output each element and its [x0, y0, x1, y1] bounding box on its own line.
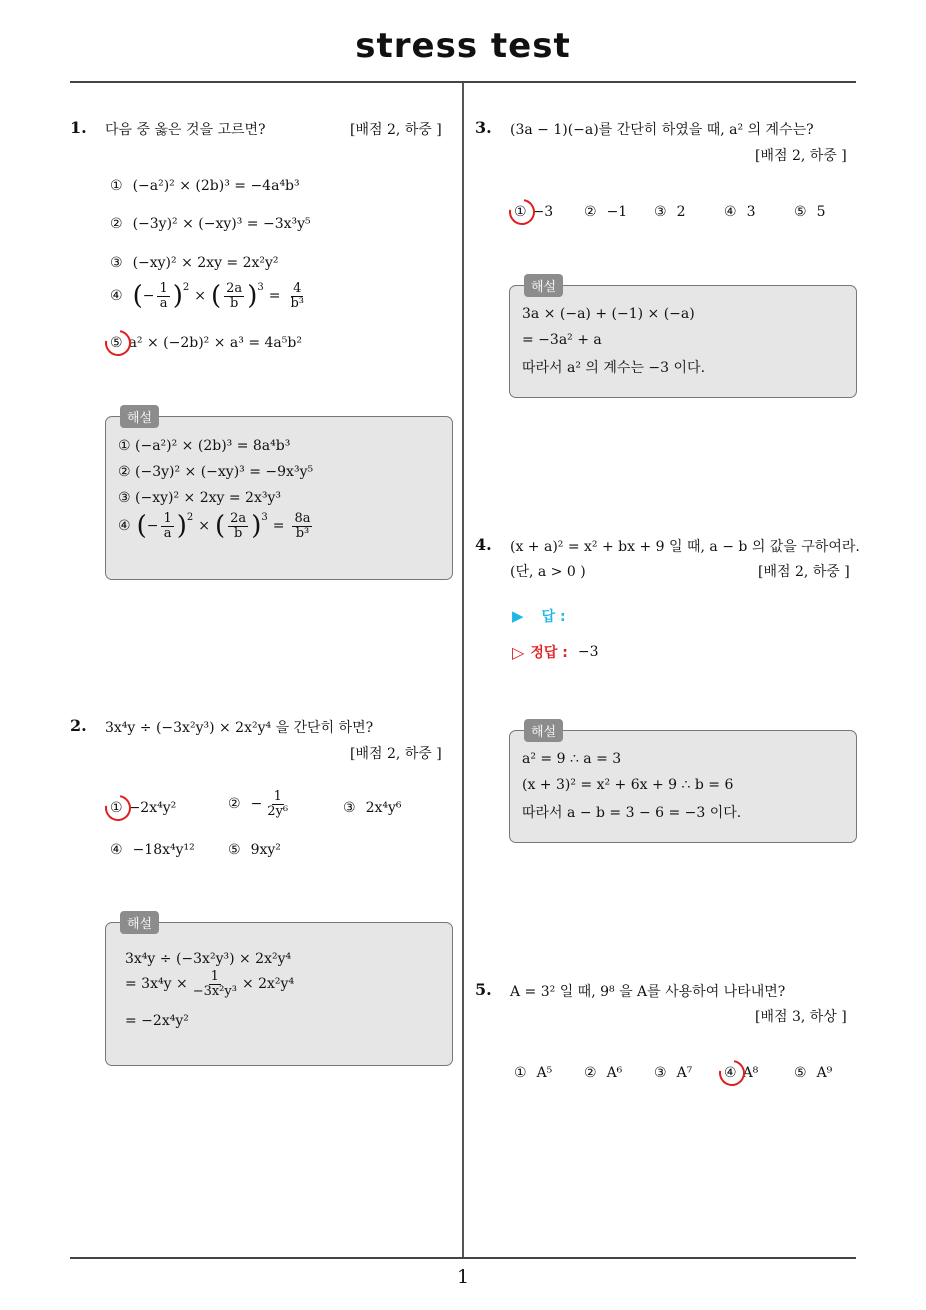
- option-1[interactable]: [514, 1065, 552, 1081]
- solution-line: = −2x⁴y²: [125, 1013, 189, 1029]
- fraction: [191, 970, 239, 998]
- fraction: [265, 790, 290, 818]
- answer-row[interactable]: [512, 606, 566, 626]
- minus-sign: −: [146, 518, 159, 535]
- option-expression: −2x⁴y²: [128, 800, 177, 816]
- option-number: ①: [514, 204, 527, 220]
- option-number: ⑤: [228, 842, 241, 858]
- paren-close: ): [247, 281, 258, 312]
- solution-line: a² = 9 ∴ a = 3: [522, 751, 622, 767]
- question-text: 3x⁴y ÷ (−3x²y³) × 2x²y⁴ 을 간단히 하면?: [105, 720, 374, 736]
- paren-close: ): [172, 281, 183, 312]
- solution-line: (x + 3)² = x² + 6x + 9 ∴ b = 6: [522, 777, 734, 793]
- option-2[interactable]: [584, 204, 627, 220]
- question-points: [배점 3, 하상 ]: [755, 1009, 847, 1025]
- option-4[interactable]: [110, 842, 195, 858]
- option-4[interactable]: [724, 204, 755, 220]
- option-number: ②: [584, 204, 597, 220]
- option-number: ④: [724, 204, 737, 220]
- option-expression: 5: [816, 204, 826, 220]
- fraction: [161, 512, 173, 540]
- correct-answer-row: [512, 642, 598, 662]
- page-number: 1: [456, 1266, 470, 1288]
- option-number: ①: [110, 178, 123, 194]
- question-points: [배점 2, 하중 ]: [350, 122, 442, 138]
- option-number: ③: [654, 204, 667, 220]
- option-expression: A⁷: [676, 1065, 693, 1081]
- paren-open: (: [136, 511, 147, 542]
- answer-mark-icon: [714, 1055, 750, 1091]
- option-1[interactable]: [110, 178, 300, 194]
- numerator: 1: [159, 281, 168, 296]
- question-points: [배점 2, 하중 ]: [350, 746, 442, 762]
- option-expression: 2: [676, 204, 686, 220]
- numerator: 8a: [294, 511, 311, 526]
- answer-mark-icon: [100, 325, 136, 361]
- answer-mark-icon: [504, 194, 540, 230]
- option-3[interactable]: [654, 1065, 692, 1081]
- solution-line: 따라서 a − b = 3 − 6 = −3 이다.: [522, 805, 742, 821]
- exponent: 2: [182, 282, 190, 293]
- solution-line: 3x⁴y ÷ (−3x²y³) × 2x²y⁴: [125, 951, 292, 967]
- option-expression: 9xy²: [250, 842, 281, 858]
- equals-sign: =: [268, 288, 281, 305]
- option-number: ②: [228, 796, 241, 813]
- option-number: ①: [110, 800, 123, 816]
- exponent: 3: [261, 512, 268, 523]
- option-2[interactable]: [228, 790, 293, 818]
- option-3[interactable]: [343, 800, 402, 816]
- question-text: (x + a)² = x² + bx + 9 일 때, a − b 의 값을 구하여라.: [510, 539, 860, 555]
- equals-sign: =: [272, 518, 285, 535]
- triangle-outline-icon: ▷: [512, 642, 525, 662]
- option-number: ②: [584, 1065, 597, 1081]
- numerator: 4: [293, 281, 302, 296]
- option-number: ④: [110, 288, 123, 305]
- option-number: ②: [110, 216, 123, 232]
- page-title: stress test: [355, 26, 571, 66]
- correct-answer-label: 정답 :: [530, 645, 568, 661]
- question-text: (3a − 1)(−a)를 간단히 하였을 때, a² 의 계수는?: [510, 122, 814, 138]
- exponent: 2: [186, 512, 194, 523]
- numerator: 2a: [226, 281, 243, 296]
- option-number: ④: [118, 518, 131, 535]
- question-number: 4.: [475, 535, 492, 554]
- times-sign: ×: [198, 518, 210, 535]
- minus-sign: −: [250, 796, 263, 813]
- paren-open: (: [215, 511, 226, 542]
- minus-sign: −: [142, 288, 155, 305]
- denominator: −3x²y³: [192, 983, 237, 999]
- option-expression: 3: [746, 204, 756, 220]
- option-expression: (−3y)² × (−xy)³ = −3x³y⁵: [132, 216, 311, 232]
- paren-close: ): [251, 511, 262, 542]
- option-number: ③: [343, 800, 356, 816]
- option-expression: A⁶: [606, 1065, 623, 1081]
- option-number: ⑤: [794, 1065, 807, 1081]
- fraction: [228, 512, 248, 540]
- question-points: [배점 2, 하중 ]: [758, 564, 850, 580]
- question-number: 5.: [475, 980, 492, 999]
- option-5[interactable]: [794, 204, 825, 220]
- option-number: ⑤: [794, 204, 807, 220]
- denominator: a: [159, 295, 168, 311]
- paren-close: ): [176, 511, 187, 542]
- option-expression: −18x⁴y¹²: [132, 842, 195, 858]
- denominator: 2y⁶: [267, 803, 289, 819]
- option-expression: (−xy)² × 2xy = 2x²y²: [132, 255, 279, 271]
- solution-line: ② (−3y)² × (−xy)³ = −9x³y⁵: [118, 464, 314, 480]
- expression-part: = 3x⁴y ×: [125, 976, 188, 993]
- question-condition: (단, a > 0 ): [510, 564, 586, 580]
- option-5[interactable]: [228, 842, 281, 858]
- solution-line: [125, 970, 294, 998]
- option-3[interactable]: [110, 255, 279, 271]
- question-number: 2.: [70, 716, 87, 735]
- solution-label: 해설: [120, 405, 159, 428]
- solution-line: ③ (−xy)² × 2xy = 2x³y³: [118, 490, 281, 506]
- fraction: [224, 282, 244, 310]
- solution-label: 해설: [120, 911, 159, 934]
- option-number: ④: [110, 842, 123, 858]
- solution-line: 따라서 a² 의 계수는 −3 이다.: [522, 360, 706, 376]
- expression-part: × 2x²y⁴: [241, 976, 295, 993]
- option-expression: A⁵: [536, 1065, 553, 1081]
- option-expression: (−a²)² × (2b)³ = −4a⁴b³: [132, 178, 300, 194]
- play-icon: ▶: [512, 607, 524, 625]
- fraction: [292, 512, 312, 540]
- numerator: 1: [273, 789, 282, 804]
- footer-rule: [70, 1257, 856, 1259]
- numerator: 1: [163, 511, 172, 526]
- option-5[interactable]: [794, 1065, 832, 1081]
- numerator: 1: [210, 969, 219, 984]
- solution-line: = −3a² + a: [522, 332, 602, 348]
- solution-line: 3a × (−a) + (−1) × (−a): [522, 306, 695, 322]
- option-expression: A⁸: [742, 1065, 759, 1081]
- paren-open: (: [211, 281, 222, 312]
- denominator: b: [230, 295, 239, 311]
- option-3[interactable]: [654, 204, 685, 220]
- solution-label: 해설: [524, 274, 563, 297]
- option-expression: a² × (−2b)² × a³ = 4a⁵b²: [128, 335, 302, 351]
- denominator: a: [163, 525, 172, 541]
- option-number: ④: [724, 1065, 737, 1081]
- option-expression: −3: [532, 204, 554, 220]
- question-text: A = 3² 일 때, 9⁸ 을 A를 사용하여 나타내면?: [510, 984, 786, 1000]
- option-number: ①: [514, 1065, 527, 1081]
- question-number: 1.: [70, 118, 87, 137]
- answer-label: 답 :: [541, 609, 566, 625]
- correct-answer-value: −3: [577, 644, 599, 660]
- numerator: 2a: [230, 511, 247, 526]
- fraction: [288, 282, 306, 310]
- answer-mark-icon: [100, 790, 136, 826]
- question-text: 다음 중 옳은 것을 고르면?: [105, 122, 266, 138]
- fraction: [157, 282, 169, 310]
- option-5[interactable]: [110, 335, 302, 351]
- solution-line: ① (−a²)² × (2b)³ = 8a⁴b³: [118, 438, 291, 454]
- question-points: [배점 2, 하중 ]: [755, 148, 847, 164]
- option-2[interactable]: [584, 1065, 622, 1081]
- denominator: b: [234, 525, 243, 541]
- column-divider: [462, 83, 464, 1258]
- option-expression: A⁹: [816, 1065, 833, 1081]
- exponent: 3: [257, 282, 264, 293]
- option-number: ③: [110, 255, 123, 271]
- question-number: 3.: [475, 118, 492, 137]
- option-expression: −1: [606, 204, 628, 220]
- solution-label: 해설: [524, 719, 563, 742]
- option-2[interactable]: [110, 216, 311, 232]
- option-number: ③: [654, 1065, 667, 1081]
- solution-line: [118, 512, 315, 540]
- paren-open: (: [132, 281, 143, 312]
- denominator: b³: [295, 525, 310, 541]
- option-number: ⑤: [110, 335, 123, 351]
- times-sign: ×: [194, 288, 206, 305]
- option-expression: 2x⁴y⁶: [365, 800, 402, 816]
- denominator: b³: [290, 295, 304, 311]
- option-4[interactable]: [110, 282, 309, 310]
